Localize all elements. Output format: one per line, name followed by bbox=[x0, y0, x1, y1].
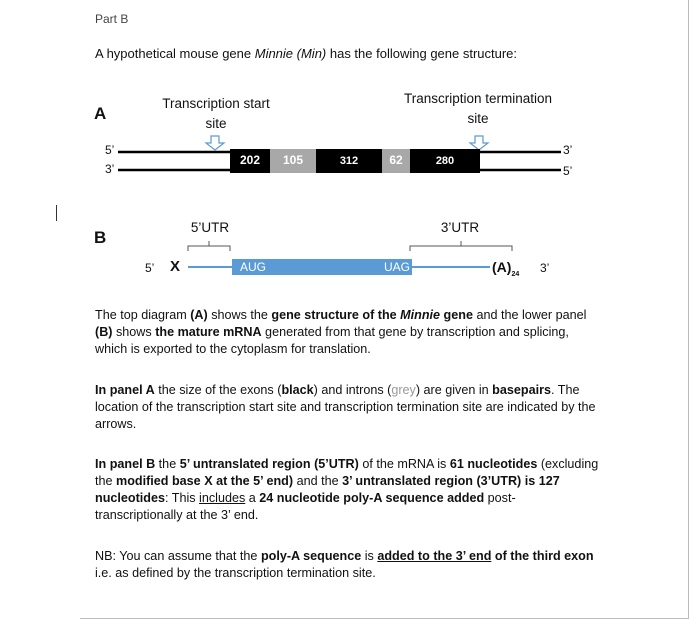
seg-label-62: 62 bbox=[389, 153, 403, 167]
paragraph-2: In panel A the size of the exons (black) and introns (grey) are given in basepairs. The location of the transcription start site and transcription termination site are indicated by the arrows. bbox=[95, 383, 596, 431]
panel-a-letter: A bbox=[94, 104, 107, 123]
ts-label-1: Transcription start bbox=[162, 96, 270, 111]
modified-base-x: X bbox=[170, 258, 181, 275]
utr3-label: 3’UTR bbox=[440, 220, 480, 235]
panel-a-diagram bbox=[0, 0, 700, 300]
panel-b-letter: B bbox=[94, 228, 107, 247]
seg-label-105: 105 bbox=[282, 153, 304, 167]
paragraph-1: The top diagram (A) shows the gene structure of the Minnie gene and the lower panel (B) shows the mature mRNA generated from that gene by transcription and splicing, which is exported to the cytoplasm for translation. bbox=[95, 308, 587, 356]
intro-after: has the following gene structure: bbox=[326, 46, 518, 61]
uag-codon: UAG bbox=[384, 260, 411, 274]
ts-arrow-icon bbox=[206, 136, 224, 150]
intro-before: A hypothetical mouse gene bbox=[95, 46, 255, 61]
ts-label-2: site bbox=[205, 116, 227, 131]
tt-label-1: Transcription termination bbox=[403, 91, 553, 106]
part-label: Part B bbox=[95, 12, 129, 26]
paragraph-3: In panel B the 5’ untranslated region (5’UTR) of the mRNA is 61 nucleotides (excluding the modified base X at the 5’ end) and the 3’ untranslated region (3’UTR) is 127 nucleotides: This includes a 24 nucleotide poly-A sequence added post-transcriptionally at the 3’ end. bbox=[95, 457, 599, 522]
polya-subscript: 24 bbox=[511, 270, 520, 278]
five-prime-top: 5’ bbox=[105, 143, 115, 157]
seg-label-202: 202 bbox=[239, 153, 261, 167]
mrna-five-prime: 5’ bbox=[145, 261, 155, 275]
seg-label-312: 312 bbox=[339, 155, 359, 167]
mrna-three-prime: 3’ bbox=[540, 261, 550, 275]
aug-codon: AUG bbox=[240, 260, 267, 274]
three-prime-bottom: 3’ bbox=[105, 162, 115, 176]
polya-tail bbox=[492, 259, 519, 278]
three-prime-right: 3’ bbox=[563, 143, 573, 157]
utr5-label: 5’UTR bbox=[190, 220, 230, 235]
seg-label-280: 280 bbox=[435, 155, 455, 167]
tt-arrow-icon bbox=[470, 136, 488, 150]
five-prime-right: 5’ bbox=[563, 164, 573, 178]
utr5-bracket bbox=[188, 241, 230, 251]
utr3-bracket bbox=[410, 241, 512, 251]
paragraph-4: NB: You can assume that the poly-A sequence is added to the 3’ end of the third exon i.e. as defined by the transcription termination site. bbox=[95, 549, 594, 580]
intro-gene: Minnie (Min) bbox=[254, 46, 327, 61]
polya-text: (A) bbox=[492, 259, 512, 275]
tt-label-2: site bbox=[467, 111, 489, 126]
